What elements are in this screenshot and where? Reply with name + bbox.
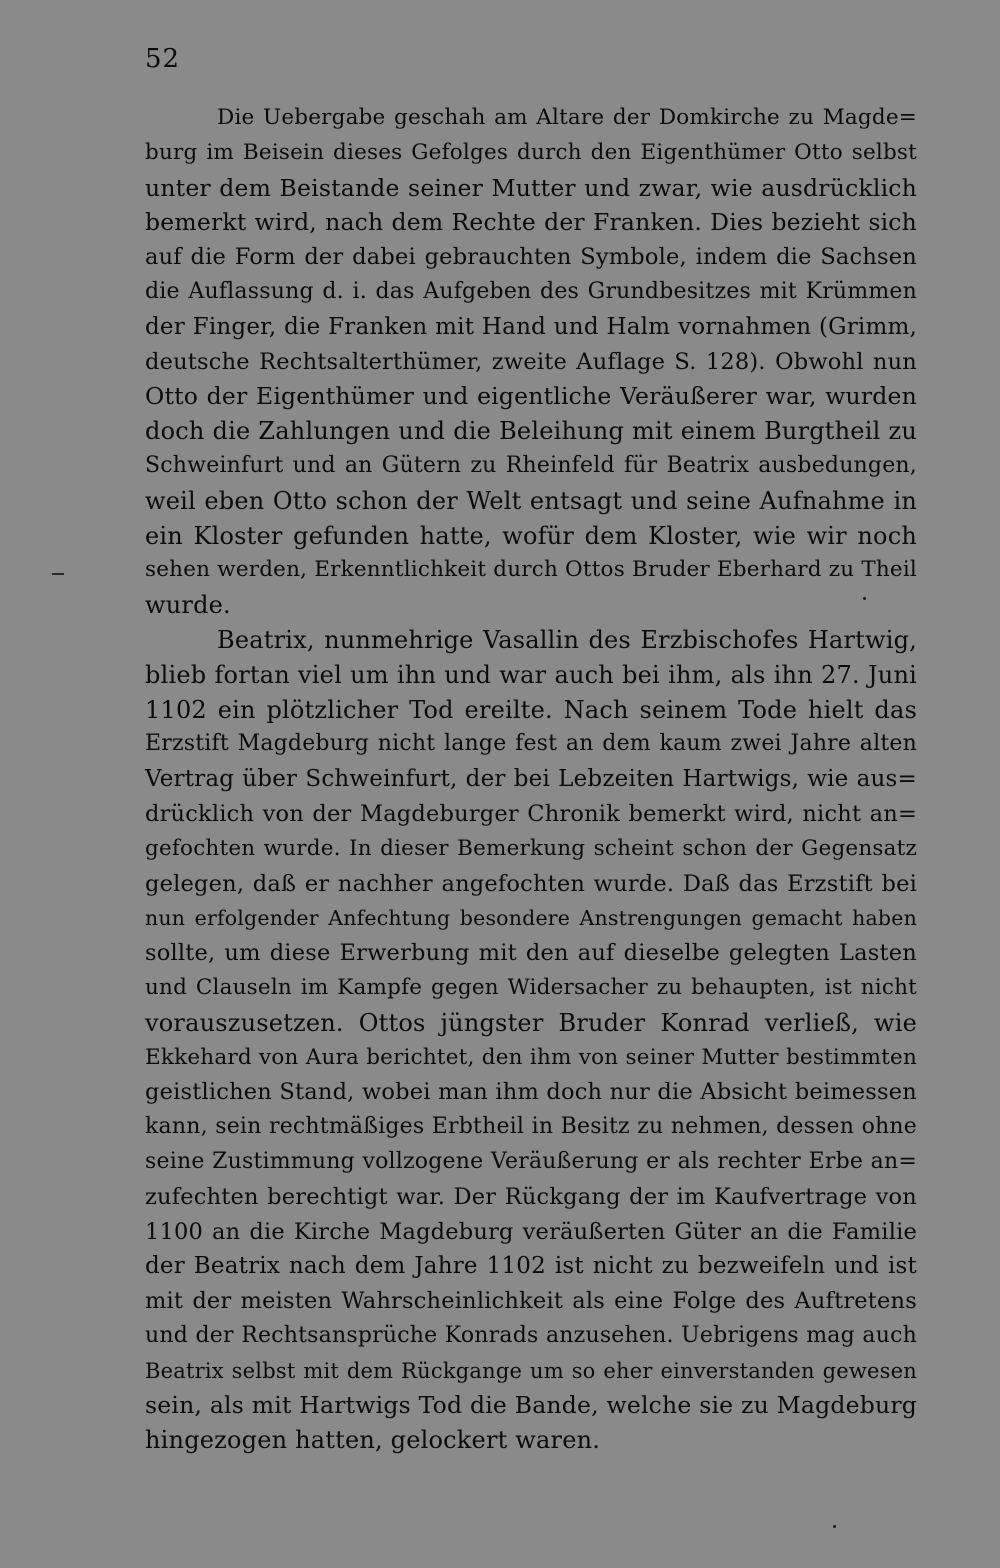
margin-dash-mark <box>52 573 64 575</box>
text-line: burg im Beisein dieses Gefolges durch den Eigenthümer Otto selbst <box>145 139 917 165</box>
body-text <box>145 101 917 1458</box>
paragraph-2 <box>145 623 917 1458</box>
text-line: der Beatrix nach dem Jahre 1102 ist nicht zu bezweifeln und ist <box>145 1253 917 1280</box>
text-line: gefochten wurde. In dieser Bemerkung scheint schon der Gegensatz <box>145 835 917 861</box>
text-line: und Clauseln im Kampfe gegen Widersacher zu behaupten, ist nicht <box>145 974 917 1000</box>
text-line: deutsche Rechtsalterthümer, zweite Auflage S. 128). Obwohl nun <box>145 348 917 375</box>
text-line: geistlichen Stand, wobei man ihm doch nur die Absicht beimessen <box>145 1079 917 1106</box>
text-line: Schweinfurt und an Gütern zu Rheinfeld für Beatrix ausbedungen, <box>145 452 917 478</box>
text-line: sollte, um diese Erwerbung mit den auf dieselbe gelegten Lasten <box>145 940 917 967</box>
text-line: Otto der Eigenthümer und eigentliche Veräußerer war, wurden <box>145 382 917 411</box>
text-line: ein Kloster gefunden hatte, wofür dem Kloster, wie wir noch <box>145 521 917 550</box>
text-line: der Finger, die Franken mit Hand und Halm vornahmen (Grimm, <box>145 313 917 340</box>
text-line: kann, sein rechtmäßiges Erbtheil in Besitz zu nehmen, dessen ohne <box>145 1114 917 1140</box>
text-line: Die Uebergabe geschah am Altare der Domkirche zu Magde= <box>217 105 917 130</box>
text-line: die Auflassung d. i. das Aufgeben des Grundbesitzes mit Krümmen <box>145 278 917 304</box>
text-line: Vertrag über Schweinfurt, der bei Lebzeiten Hartwigs, wie aus= <box>145 766 917 793</box>
text-line: bemerkt wird, nach dem Rechte der Franken. Dies bezieht sich <box>145 208 917 237</box>
page-number: 52 <box>145 44 181 74</box>
text-line: sein, als mit Hartwigs Tod die Bande, welche sie zu Magdeburg <box>145 1391 917 1420</box>
text-line: blieb fortan viel um ihn und war auch bei ihm, als ihn 27. Juni <box>145 660 917 689</box>
text-line: vorauszusetzen. Ottos jüngster Bruder Konrad verließ, wie <box>145 1008 917 1037</box>
text-line: und der Rechtsansprüche Konrads anzusehen. Uebrigens mag auch <box>145 1322 917 1348</box>
text-line: Beatrix, nunmehrige Vasallin des Erzbischofes Hartwig, <box>217 625 917 654</box>
text-line: hingezogen hatten, gelockert waren. <box>145 1426 601 1455</box>
text-line: Ekkehard von Aura berichtet, den ihm von seiner Mutter bestimmten <box>145 1044 917 1070</box>
text-line: doch die Zahlungen und die Beleihung mit einem Burgtheil zu <box>145 417 917 446</box>
text-line: wurde. <box>145 591 231 620</box>
ink-speck <box>833 1525 836 1528</box>
text-line: sehen werden, Erkenntlichkeit durch Ottos Bruder Eberhard zu Theil <box>145 557 917 583</box>
text-line: gelegen, daß er nachher angefochten wurde. Daß das Erzstift bei <box>145 870 917 897</box>
text-line: nun erfolgender Anfechtung besondere Anstrengungen gemacht haben <box>145 906 917 931</box>
text-line: drücklich von der Magdeburger Chronik bemerkt wird, nicht an= <box>145 800 917 827</box>
text-line: Beatrix selbst mit dem Rückgange um so eher einverstanden gewesen <box>145 1358 917 1383</box>
text-line: auf die Form der dabei gebrauchten Symbole, indem die Sachsen <box>145 244 917 271</box>
text-line: 1102 ein plötzlicher Tod ereilte. Nach seinem Tode hielt das <box>145 695 917 724</box>
text-line: unter dem Beistande seiner Mutter und zwar, wie ausdrücklich <box>145 173 917 202</box>
text-line: Erzstift Magdeburg nicht lange fest an dem kaum zwei Jahre alten <box>145 731 917 757</box>
text-line: zufechten berechtigt war. Der Rückgang der im Kaufvertrage von <box>145 1183 917 1210</box>
text-line: seine Zustimmung vollzogene Veräußerung er als rechter Erbe an= <box>145 1148 917 1174</box>
text-line: weil eben Otto schon der Welt entsagt und seine Aufnahme in <box>145 486 917 515</box>
paragraph-1 <box>145 101 917 623</box>
text-line: 1100 an die Kirche Magdeburg veräußerten Güter an die Familie <box>145 1218 917 1245</box>
text-line: mit der meisten Wahrscheinlichkeit als eine Folge des Auftretens <box>145 1288 917 1315</box>
